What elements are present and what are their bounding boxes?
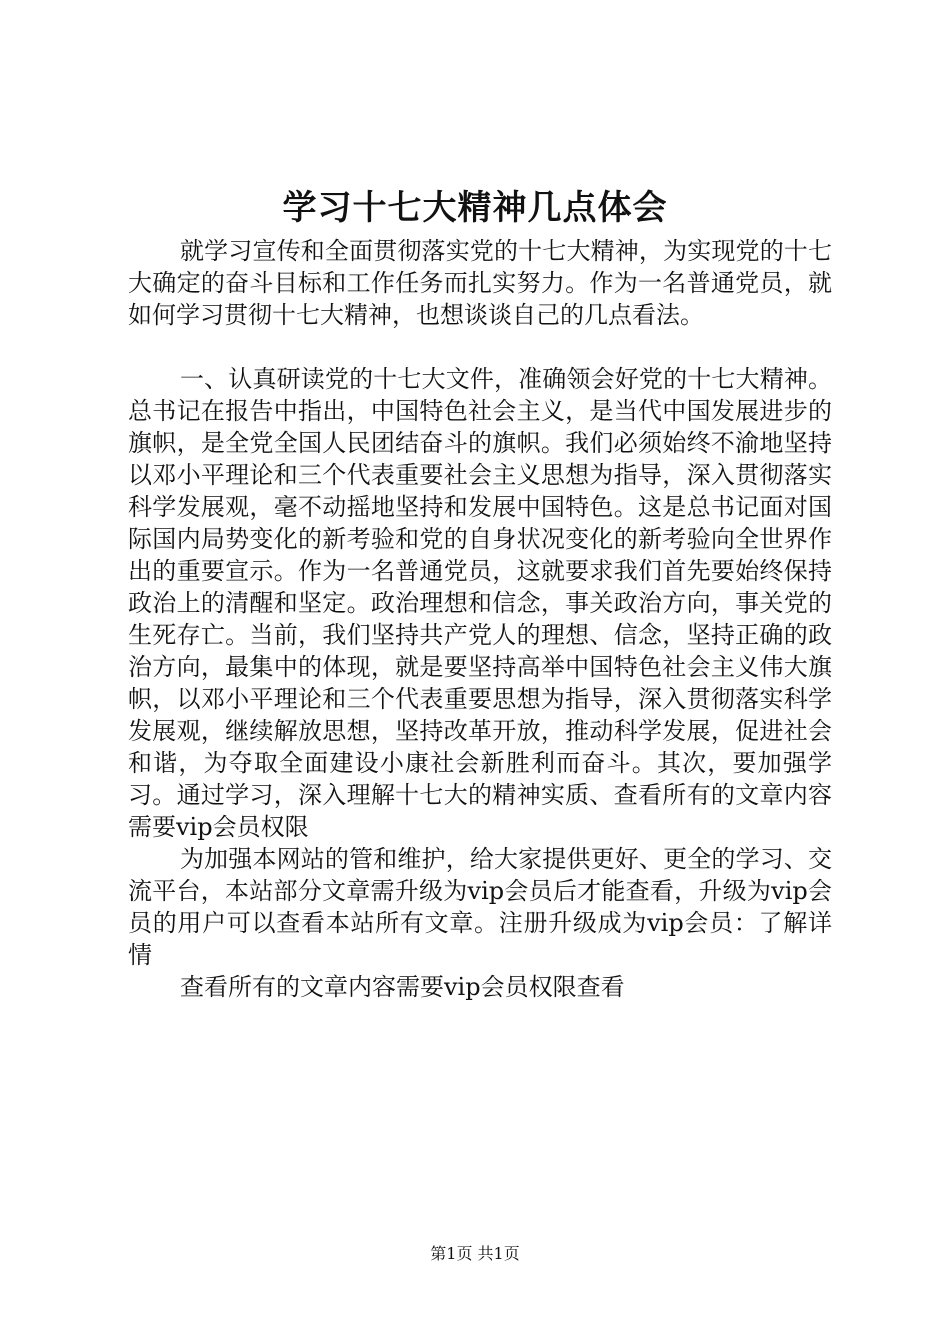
document-body xyxy=(128,235,832,1003)
paragraph-spacer xyxy=(128,331,832,363)
document-title: 学习十七大精神几点体会 xyxy=(282,188,668,228)
paragraph-intro: 就学习宣传和全面贯彻落实党的十七大精神，为实现党的十七大确定的奋斗目标和工作任务而扎实努力。作为一名普通党员，就如何学习贯彻十七大精神，也想谈谈自己的几点看法。 xyxy=(128,237,832,329)
paragraph-vip-notice: 为加强本网站的管和维护，给大家提供更好、更全的学习、交流平台，本站部分文章需升级为vip会员后才能查看，升级为vip会员的用户可以查看本站所有文章。注册升级成为vip会员：了解详情 xyxy=(128,845,832,969)
page-footer: 第1页 共1页 xyxy=(430,1244,520,1263)
paragraph-section-one: 一、认真研读党的十七大文件，准确领会好党的十七大精神。总书记在报告中指出，中国特色社会主义，是当代中国发展进步的旗帜，是全党全国人民团结奋斗的旗帜。我们必须始终不渝地坚持以邓小平理论和三个代表重要社会主义思想为指导，深入贯彻落实科学发展观，毫不动摇地坚持和发展中国特色。这是总书记面对国际国内局势变化的新考验和党的自身状况变化的新考验向全世界作出的重要宣示。作为一名普通党员，这就要求我们首先要始终保持政治上的清醒和坚定。政治理想和信念，事关政治方向，事关党的生死存亡。当前，我们坚持共产党人的理想、信念，坚持正确的政治方向，最集中的体现，就是要坚持高举中国特色社会主义伟大旗帜，以邓小平理论和三个代表重要思想为指导，深入贯彻落实科学发展观，继续解放思想，坚持改革开放，推动科学发展，促进社会和谐，为夺取全面建设小康社会新胜利而奋斗。其次，要加强学习。通过学习，深入理解十七大的精神实质、查看所有的文章内容需要vip会员权限 xyxy=(128,365,832,841)
paragraph-vip-view-link[interactable]: 查看所有的文章内容需要vip会员权限查看 xyxy=(180,973,625,1001)
